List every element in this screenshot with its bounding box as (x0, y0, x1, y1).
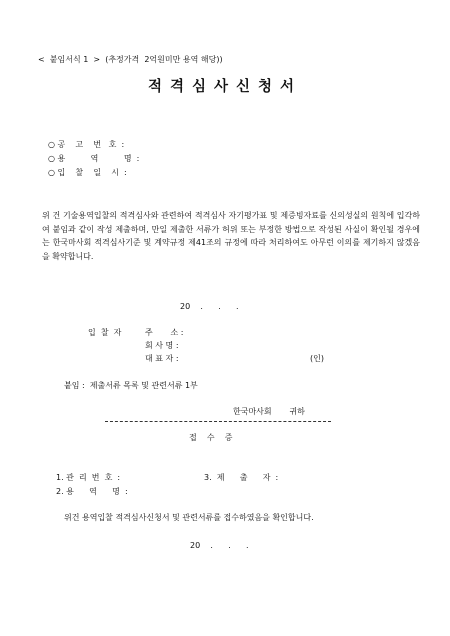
date-line: 20 . . . (180, 302, 239, 311)
receipt-confirmation: 위건 용역입찰 적격심사신청서 및 관련서류를 접수하였음을 확인합니다. (64, 513, 314, 522)
seal-mark: (인) (310, 354, 324, 363)
bidder-address: 주 소 : (145, 328, 184, 337)
receipt-date: 20 . . . (190, 541, 249, 550)
form-label: < 붙임서식 1 > (추정가격 2억원미만 용역 해당)) (38, 55, 223, 64)
document-title: 적격심사신청서 (147, 79, 303, 95)
receipt-title: 접 수 증 (189, 433, 233, 442)
recipient-line: 한국마사회 귀하 (233, 407, 305, 416)
receipt-submitter: 3. 제 출 자 : (204, 473, 279, 482)
receipt-mgmt-no: 1. 관 리 번 호 : (56, 473, 121, 482)
service-name-field: ○ 용 역 명 : (48, 154, 140, 163)
bidder-label: 입 찰 자 (88, 328, 122, 337)
attachment-line: 붙임 : 제출서류 목록 및 관련서류 1부 (64, 381, 198, 390)
notice-number-field: ○ 공 고 번 호 : (48, 140, 125, 149)
bidder-company: 회 사 명 : (145, 341, 179, 350)
pledge-paragraph: 위 건 기술용역입찰의 적격심사와 관련하여 적격심사 자기평가표 및 제증빙자료를 신의성실의 원칙에 입각하여 붙임과 같이 작성 제출하며, 만일 제출한 서류가 허위 또는 부정한 방법으로 작성된 사실이 확인될 경우에는 한국마사회 적격심사기준 및 계약규정 제41조의 규정에 따라 처리하여도 아무런 이의를 제기하지 않겠음을 확약합니다. (42, 211, 420, 261)
bidder-representative: 대 표 자 : (145, 354, 179, 363)
cut-line (105, 421, 331, 422)
receipt-service-name: 2. 용 역 명 : (56, 487, 128, 496)
bid-date-field: ○ 입 찰 일 시 : (48, 168, 127, 177)
